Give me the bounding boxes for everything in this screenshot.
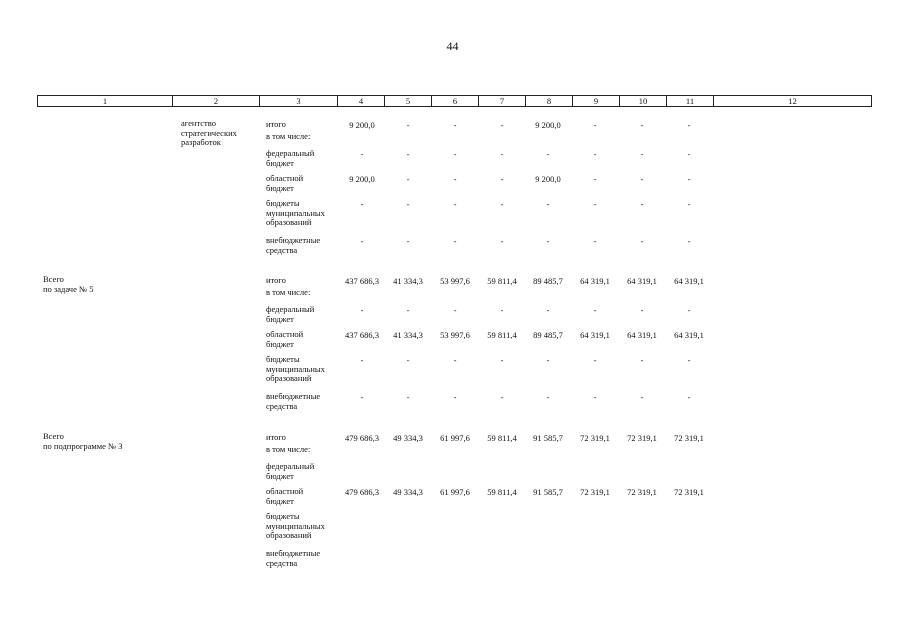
value-cell: - xyxy=(687,149,691,159)
value-cell: - xyxy=(500,236,504,246)
value-cell: 64 319,1 xyxy=(627,276,657,286)
header-row xyxy=(38,96,872,107)
value-cell: - xyxy=(360,355,364,365)
header-cell: 3 xyxy=(260,96,338,107)
value-cell: - xyxy=(406,149,410,159)
value-cell: 41 334,3 xyxy=(393,330,423,340)
value-cell: - xyxy=(593,149,597,159)
value-cell: 64 319,1 xyxy=(580,330,610,340)
value-cell: - xyxy=(500,174,504,184)
value-cell: - xyxy=(593,174,597,184)
value-cell: 53 997,6 xyxy=(440,330,470,340)
value-cell: 72 319,1 xyxy=(580,487,610,497)
value-cell: 64 319,1 xyxy=(627,330,657,340)
value-cell: 72 319,1 xyxy=(674,487,704,497)
header-cell: 9 xyxy=(573,96,620,107)
funding-source-label: федеральный бюджет xyxy=(266,148,315,168)
row-group-title: Всего по задаче № 5 xyxy=(43,274,94,294)
value-cell: 49 334,3 xyxy=(393,433,423,443)
value-cell: - xyxy=(406,305,410,315)
value-cell: - xyxy=(453,149,457,159)
header-cell: 8 xyxy=(526,96,573,107)
value-cell: - xyxy=(360,392,364,402)
funding-source-label: областной бюджет xyxy=(266,486,304,506)
value-cell: 89 485,7 xyxy=(533,330,563,340)
funding-source-label: в том числе: xyxy=(266,287,311,297)
value-cell: - xyxy=(360,149,364,159)
funding-source-label: федеральный бюджет xyxy=(266,304,315,324)
value-cell: - xyxy=(406,355,410,365)
value-cell: 91 585,7 xyxy=(533,433,563,443)
funding-source-label: бюджеты муниципальных образований xyxy=(266,198,325,227)
value-cell: - xyxy=(640,355,644,365)
value-cell: - xyxy=(593,199,597,209)
value-cell: 479 686,3 xyxy=(345,433,379,443)
value-cell: 61 997,6 xyxy=(440,433,470,443)
value-cell: 59 811,4 xyxy=(487,433,517,443)
value-cell: - xyxy=(546,199,550,209)
value-cell: - xyxy=(406,120,410,130)
header-cell: 2 xyxy=(173,96,260,107)
value-cell: - xyxy=(687,120,691,130)
value-cell: 72 319,1 xyxy=(627,487,657,497)
header-cell: 7 xyxy=(479,96,526,107)
value-cell: - xyxy=(640,236,644,246)
value-cell: - xyxy=(453,236,457,246)
value-cell: - xyxy=(687,199,691,209)
value-cell: - xyxy=(593,236,597,246)
value-cell: 41 334,3 xyxy=(393,276,423,286)
column-header-table xyxy=(37,95,872,107)
funding-source-label: бюджеты муниципальных образований xyxy=(266,354,325,383)
value-cell: - xyxy=(406,392,410,402)
value-cell: 64 319,1 xyxy=(674,330,704,340)
value-cell: 91 585,7 xyxy=(533,487,563,497)
value-cell: - xyxy=(360,305,364,315)
value-cell: 59 811,4 xyxy=(487,487,517,497)
value-cell: - xyxy=(687,305,691,315)
value-cell: 59 811,4 xyxy=(487,330,517,340)
value-cell: 9 200,0 xyxy=(535,174,561,184)
value-cell: - xyxy=(453,120,457,130)
value-cell: - xyxy=(406,174,410,184)
value-cell: - xyxy=(500,305,504,315)
funding-source-label: в том числе: xyxy=(266,131,311,141)
value-cell: 437 686,3 xyxy=(345,276,379,286)
value-cell: - xyxy=(640,149,644,159)
value-cell: - xyxy=(593,355,597,365)
header-cell: 11 xyxy=(667,96,714,107)
value-cell: - xyxy=(546,305,550,315)
value-cell: - xyxy=(546,392,550,402)
funding-source-label: областной бюджет xyxy=(266,173,304,193)
value-cell: - xyxy=(593,305,597,315)
value-cell: - xyxy=(687,355,691,365)
value-cell: - xyxy=(360,199,364,209)
value-cell: - xyxy=(640,305,644,315)
value-cell: - xyxy=(546,236,550,246)
header-cell: 10 xyxy=(620,96,667,107)
header-cell: 6 xyxy=(432,96,479,107)
value-cell: - xyxy=(593,392,597,402)
value-cell: - xyxy=(500,120,504,130)
value-cell: - xyxy=(406,199,410,209)
value-cell: - xyxy=(640,120,644,130)
value-cell: - xyxy=(453,199,457,209)
value-cell: - xyxy=(500,149,504,159)
funding-source-label: внебюджетные средства xyxy=(266,548,321,568)
value-cell: - xyxy=(406,236,410,246)
value-cell: - xyxy=(500,392,504,402)
executor-name: агентство стратегических разработок xyxy=(181,118,237,147)
value-cell: 89 485,7 xyxy=(533,276,563,286)
value-cell: 72 319,1 xyxy=(627,433,657,443)
value-cell: - xyxy=(640,392,644,402)
funding-source-label: федеральный бюджет xyxy=(266,461,315,481)
header-cell: 5 xyxy=(385,96,432,107)
value-cell: - xyxy=(593,120,597,130)
value-cell: 64 319,1 xyxy=(580,276,610,286)
value-cell: 9 200,0 xyxy=(349,174,375,184)
value-cell: 72 319,1 xyxy=(674,433,704,443)
value-cell: 9 200,0 xyxy=(535,120,561,130)
page-number: 44 xyxy=(446,39,459,53)
header-cell: 4 xyxy=(338,96,385,107)
value-cell: - xyxy=(453,174,457,184)
row-group-title: Всего по подпрограмме № 3 xyxy=(43,431,123,451)
funding-source-label: в том числе: xyxy=(266,444,311,454)
value-cell: - xyxy=(640,199,644,209)
value-cell: - xyxy=(687,392,691,402)
value-cell: - xyxy=(640,174,644,184)
funding-source-label: итого xyxy=(266,432,286,442)
value-cell: 49 334,3 xyxy=(393,487,423,497)
value-cell: 437 686,3 xyxy=(345,330,379,340)
value-cell: - xyxy=(687,174,691,184)
funding-source-label: бюджеты муниципальных образований xyxy=(266,511,325,540)
funding-source-label: внебюджетные средства xyxy=(266,391,321,411)
funding-source-label: итого xyxy=(266,275,286,285)
value-cell: 53 997,6 xyxy=(440,276,470,286)
value-cell: - xyxy=(687,236,691,246)
value-cell: - xyxy=(500,355,504,365)
value-cell: - xyxy=(546,149,550,159)
value-cell: - xyxy=(453,305,457,315)
value-cell: 9 200,0 xyxy=(349,120,375,130)
funding-source-label: итого xyxy=(266,119,286,129)
value-cell: - xyxy=(453,392,457,402)
value-cell: - xyxy=(453,355,457,365)
header-cell: 12 xyxy=(714,96,872,107)
header-cell: 1 xyxy=(38,96,173,107)
value-cell: - xyxy=(546,355,550,365)
funding-source-label: внебюджетные средства xyxy=(266,235,321,255)
value-cell: 64 319,1 xyxy=(674,276,704,286)
value-cell: 59 811,4 xyxy=(487,276,517,286)
value-cell: 479 686,3 xyxy=(345,487,379,497)
value-cell: 72 319,1 xyxy=(580,433,610,443)
funding-source-label: областной бюджет xyxy=(266,329,304,349)
value-cell: - xyxy=(500,199,504,209)
value-cell: 61 997,6 xyxy=(440,487,470,497)
value-cell: - xyxy=(360,236,364,246)
